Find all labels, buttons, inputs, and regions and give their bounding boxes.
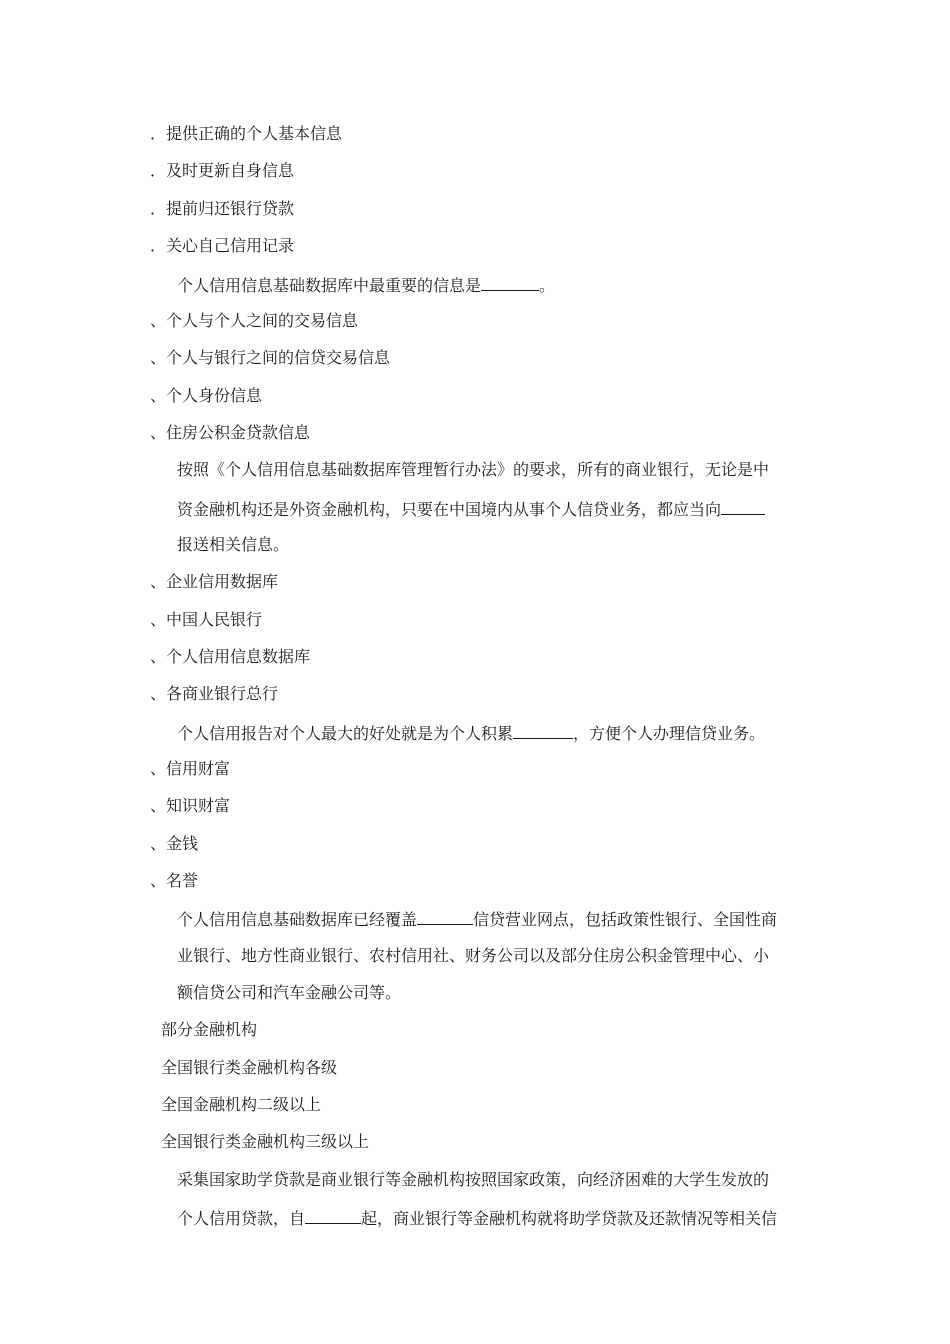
- option-b3: 、个人身份信息: [150, 386, 263, 405]
- question-4: [177, 722, 765, 744]
- option-c2: 、中国人民银行: [150, 610, 263, 629]
- question-5-line1-text: 个人信用信息基础数据库已经覆盖: [177, 910, 418, 929]
- option-c4: 、各商业银行总行: [150, 684, 279, 703]
- option-e3: 全国金融机构二级以上: [161, 1095, 322, 1114]
- option-a2: ．及时更新自身信息: [150, 161, 295, 180]
- question-4-text: 个人信用报告对个人最大的好处就是为个人积累: [177, 724, 514, 743]
- option-a4: ．关心自己信用记录: [150, 236, 295, 255]
- option-c1: 、企业信用数据库: [150, 572, 279, 591]
- option-b1: 、个人与个人之间的交易信息: [150, 311, 359, 330]
- option-e2: 全国银行类金融机构各级: [161, 1058, 338, 1077]
- question-4-end: ，方便个人办理信贷业务。: [573, 724, 766, 743]
- option-e1: 部分金融机构: [161, 1020, 258, 1039]
- answer-blank: [721, 498, 765, 515]
- question-6-line1: 采集国家助学贷款是商业银行等金融机构按照国家政策，向经济困难的大学生发放的: [177, 1170, 770, 1189]
- answer-blank: [481, 274, 539, 291]
- option-d3: 、金钱: [150, 834, 199, 853]
- question-3-line1: 按照《个人信用信息基础数据库管理暂行办法》的要求，所有的商业银行，无论是中: [177, 460, 770, 479]
- question-2-end: 。: [539, 276, 556, 295]
- answer-blank: [513, 722, 573, 739]
- option-a3: ．提前归还银行贷款: [150, 199, 295, 218]
- option-b4: 、住房公积金贷款信息: [150, 423, 311, 442]
- question-2-text: 个人信用信息基础数据库中最重要的信息是: [177, 276, 482, 295]
- option-c3: 、个人信用信息数据库: [150, 647, 311, 666]
- option-d2: 、知识财富: [150, 796, 231, 815]
- option-d1: 、信用财富: [150, 759, 231, 778]
- question-5-line1: [177, 908, 777, 930]
- question-2: [177, 274, 555, 296]
- question-5-line2: 业银行、地方性商业银行、农村信用社、财务公司以及部分住房公积金管理中心、小: [177, 946, 770, 965]
- question-3-line2: [177, 498, 765, 520]
- option-d4: 、名誉: [150, 871, 199, 890]
- question-6-line2: [177, 1207, 777, 1229]
- question-5-line1-rest: 信贷营业网点，包括政策性银行、全国性商: [473, 910, 778, 929]
- question-6-line2-rest: 起，商业银行等金融机构就将助学贷款及还款情况等相关信: [361, 1209, 778, 1228]
- option-b2: 、个人与银行之间的信贷交易信息: [150, 348, 391, 367]
- question-3-line3: 报送相关信息。: [177, 535, 290, 554]
- question-5-line3: 额信贷公司和汽车金融公司等。: [177, 983, 402, 1002]
- answer-blank: [305, 1207, 361, 1224]
- answer-blank: [417, 908, 473, 925]
- question-3-line2-text: 资金融机构还是外资金融机构，只要在中国境内从事个人信贷业务，都应当向: [177, 500, 722, 519]
- option-a1: ．提供正确的个人基本信息: [150, 124, 343, 143]
- option-e4: 全国银行类金融机构三级以上: [161, 1132, 370, 1151]
- question-6-line2-text: 个人信用贷款，自: [177, 1209, 306, 1228]
